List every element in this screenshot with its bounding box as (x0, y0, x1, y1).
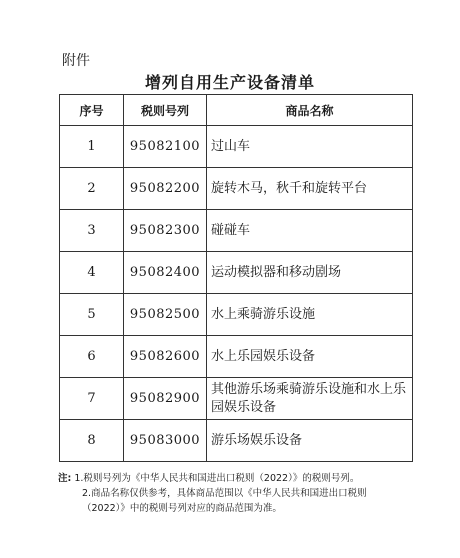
table-row (60, 336, 413, 378)
header-product-name: 商品名称 (207, 95, 413, 126)
serial-cell: 2 (60, 168, 124, 210)
serial-cell: 3 (60, 210, 124, 252)
equipment-table (59, 94, 413, 462)
note-line-2-continued: （2022）》中的税则号列对应的商品范围为准。 (82, 503, 282, 514)
product-name-cell: 碰碰车 (207, 210, 413, 252)
table-row (60, 168, 413, 210)
serial-cell: 6 (60, 336, 124, 378)
notes-label: 注: (58, 473, 72, 484)
product-name-cell: 过山车 (207, 126, 413, 168)
table-row (60, 126, 413, 168)
attachment-label: 附件 (62, 53, 90, 69)
table-row (60, 420, 413, 462)
serial-cell: 7 (60, 378, 124, 420)
tariff-code-cell: 95082400 (124, 252, 207, 294)
serial-cell: 5 (60, 294, 124, 336)
product-name-cell: 运动模拟器和移动剧场 (207, 252, 413, 294)
notes-section (58, 471, 418, 516)
product-name-cell: 旋转木马，秋千和旋转平台 (207, 168, 413, 210)
tariff-code-cell: 95082900 (124, 378, 207, 420)
note-text-1: 1.税则号列为《中华人民共和国进出口税则（2022）》的税则号列。 (74, 473, 360, 484)
serial-cell: 1 (60, 126, 124, 168)
table-row (60, 210, 413, 252)
product-name-cell: 水上乘骑游乐设施 (207, 294, 413, 336)
product-name-cell: 水上乐园娱乐设备 (207, 336, 413, 378)
table-row (60, 378, 413, 420)
tariff-code-cell: 95083000 (124, 420, 207, 462)
header-tariff-code: 税则号列 (124, 95, 207, 126)
serial-cell: 4 (60, 252, 124, 294)
table-header-row (60, 95, 413, 126)
header-serial: 序号 (60, 95, 124, 126)
tariff-code-cell: 95082300 (124, 210, 207, 252)
tariff-code-cell: 95082200 (124, 168, 207, 210)
note-line-2: 2.商品名称仅供参考，具体商品范围以《中华人民共和国进出口税则 (82, 488, 367, 499)
serial-cell: 8 (60, 420, 124, 462)
table-row (60, 252, 413, 294)
table-row (60, 294, 413, 336)
product-name-cell: 游乐场娱乐设备 (207, 420, 413, 462)
product-name-cell: 其他游乐场乘骑游乐设施和水上乐园娱乐设备 (207, 378, 413, 420)
tariff-code-cell: 95082500 (124, 294, 207, 336)
tariff-code-cell: 95082100 (124, 126, 207, 168)
document-title: 增列自用生产设备清单 (144, 73, 315, 92)
tariff-code-cell: 95082600 (124, 336, 207, 378)
note-line-1 (58, 471, 418, 486)
